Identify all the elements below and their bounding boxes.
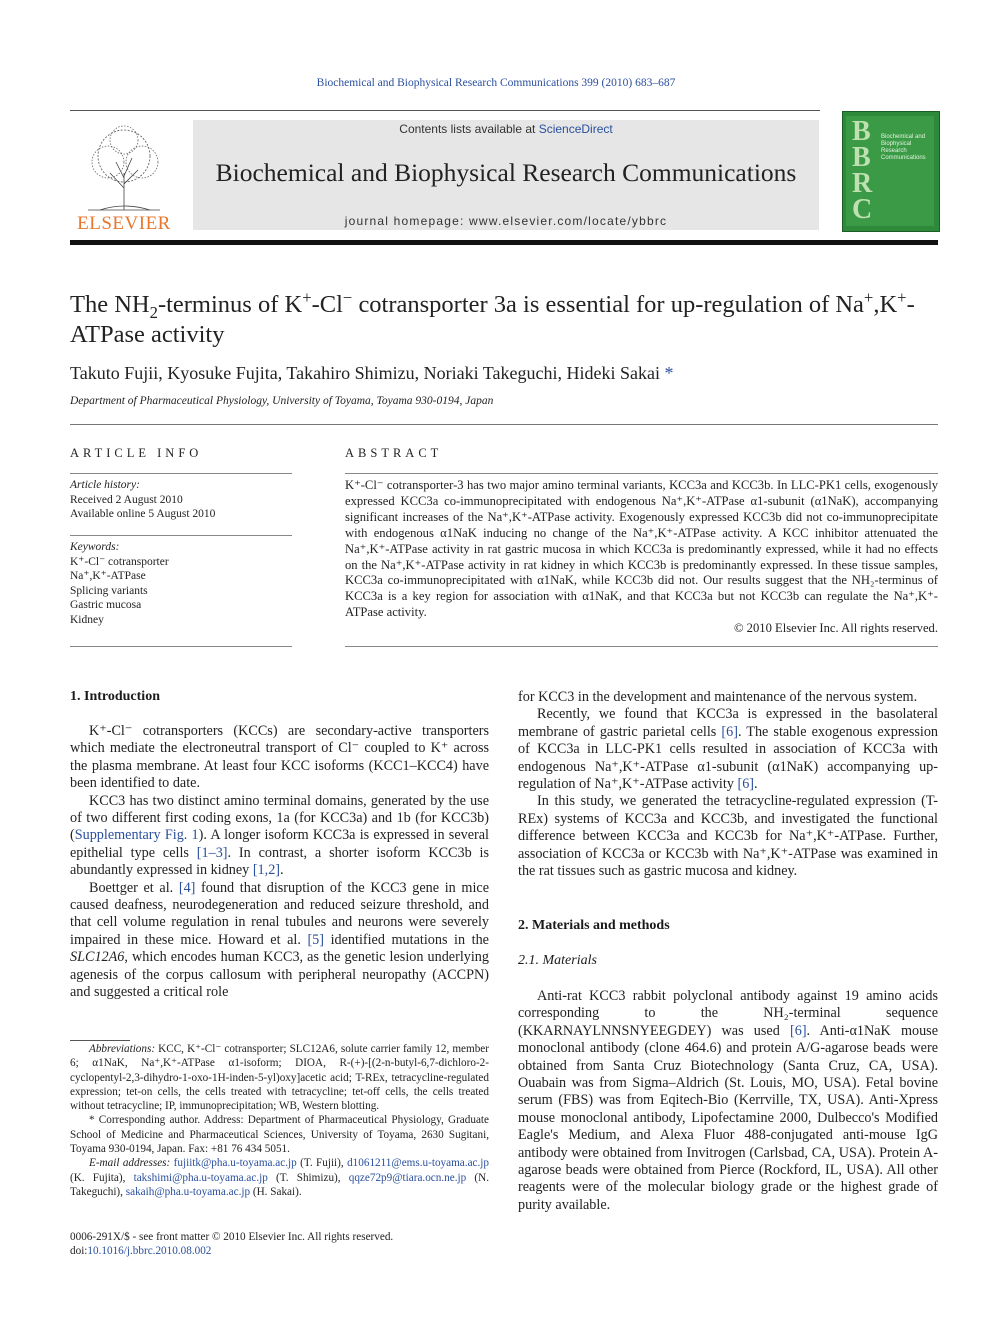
cover-letter: B [852,116,871,147]
footnotes [70,1042,489,1199]
abstract-rule [345,646,938,647]
keyword: K⁺-Cl⁻ cotransporter [70,555,169,568]
article-title: The $NH_2$-terminus of K+-Cl− cotransporter 3a is essential for up-regulation of Na+,K+-ATPase activity [70,287,915,348]
paragraph: K⁺-Cl⁻ cotransporters (KCCs) are secondary-active transporters which mediate the electroneutral transport of Cl⁻ coupled to K⁺ across the plasma membrane. At least four KCC isoforms (KCC1–KCC4) have been identified to date. [70,723,489,792]
reference-link[interactable]: [5] [307,931,324,948]
journal-title: Biochemical and Biophysical Research Communications [215,158,797,187]
authors: Takuto Fujii, Kyosuke Fujita, Takahiro Shimizu, Noriaki Takeguchi, Hideki Sakai [70,363,660,383]
front-matter-info [70,1230,393,1259]
reference-link[interactable]: [1,2] [252,862,281,879]
abstract [345,478,938,637]
keyword: Na⁺,K⁺-ATPase [70,570,146,583]
paragraph: Anti-rat KCC3 rabbit polyclonal antibody against 19 amino acids corresponding to the NH₂-terminal sequence (KKARNAYLNNSNYEEGDEY) was used [6]. Anti-α1NaK mouse monoclonal antibody (clone 464.6) and protein A/G-agarose beads were obtained from Santa Cruz Biotechnology (Santa Cruz, CA, USA). Ouabain was from Sigma–Aldrich (St. Louis, MO, USA). Fetal bovine serum (FBS) was from Eqitech-Bio (Kerrville, TX, USA). Anti-Xpress mouse monoclonal antibody, Lipofectamine 2000, Dulbecco's Modified Eagle's Medium, and Alexa Fluor 488-conjugated anti-mouse IgG antibody were obtained from Invitrogen (Carlsbad, CA, USA). Protein A-agarose beads were obtained from Pierce (Rockford, IL, USA). All other reagents were of the molecular biology grade or the highest grade of purity available. [518,988,938,1213]
cover-title: Biochemical and Biophysical Research Communications [881,134,926,161]
info-rule [70,473,292,474]
info-rule [70,646,292,647]
email-note: E-mail addresses: fujiitk@pha.u-toyama.ac.jp (T. Fujii), d1061211@ems.u-toyama.ac.jp (K. Fujita), takshimi@pha.u-toyama.ac.jp (T. Shimizu), qqze72p9@tiara.ocn.ne.jp (N. Takeguchi), sakaih@pha.u-toyama.ac.jp (H. Sakai). [70,1157,489,1198]
cover-panel [846,116,934,226]
right-column-top [518,689,938,880]
journal-homepage[interactable]: journal homepage: www.elsevier.com/locate/ybbrc [344,214,668,228]
abstract-heading: ABSTRACT [345,446,443,460]
reference-link[interactable]: [6] [721,723,738,740]
section-heading-introduction: 1. Introduction [70,689,160,704]
subsection-heading-materials: 2.1. Materials [518,953,597,968]
reference-link[interactable]: [6] [737,776,755,793]
header-rule [70,110,820,111]
section-heading-methods: 2. Materials and methods [518,918,670,933]
cover-letter: B [852,142,871,173]
article-info-heading: ARTICLE INFO [70,446,203,460]
contents-line [193,122,819,136]
corresponding-author-mark[interactable]: * [664,363,674,383]
history-label: Article history: [70,479,140,491]
keywords-label: Keywords: [70,541,120,553]
article-history [70,478,292,522]
cover-letter: R [852,168,873,199]
paragraph: KCC3 has two distinct amino terminal domains, generated by the use of two different first coding exons, 1a (for KCC3a) and 1b (for KCC3b) (Supplementary Fig. 1). A longer isoform KCC3a is expressed in several epithelial type cells [1–3]. In contrast, a shorter isoform KCC3b is abundantly expressed in kidney [1,2]. [70,792,489,879]
abstract-rule [345,473,938,474]
reference-link[interactable]: [1–3] [196,844,228,861]
email-link[interactable]: fujiitk@pha.u-toyama.ac.jp [173,1157,297,1170]
abstract-text: K⁺-Cl⁻ cotransporter-3 has two major amino terminal variants, KCC3a and KCC3b. In LLC-PK1 cells, exogenously expressed KCC3a co-immunoprecipitated with endogenous Na⁺,K⁺-ATPase α1-subunit (α1NaK), accompanying significant increases of the Na⁺,K⁺-ATPase activity. Exogenously expressed KCC3b did not co-immunoprecipitate with endogenous α1NaK inducing no change of the Na⁺,K⁺-ATPase activity. A KCC inhibitor attenuated the Na⁺,K⁺-ATPase activity in rat gastric mucosa in which KCC3a is predominantly expressed, while it had no effects on the Na⁺,K⁺-ATPase activity in rat kidney in which KCC3b is predominantly expressed. In these tissue samples, KCC3a co-immunoprecipitated with α1NaK, while KCC3b did not. Our results suggest that the NH₂-terminus of KCC3a is a key region for association with α1NaK, and that KCC3a but not KCC3b can regulate the Na⁺,K⁺-ATPase activity. [345,478,938,620]
issn-line: 0006-291X/$ - see front matter © 2010 Elsevier Inc. All rights reserved. [70,1231,394,1243]
left-column [70,723,489,1002]
paragraph: Boettger et al. [4] found that disruption of the KCC3 gene in mice caused deafness, neurodegeneration and reduced seizure threshold, and that cell volume regulation in renal tubules and neurons were severely impaired in these mice. Howard et al. [5] identified mutations in the SLC12A6, which encodes human KCC3, as the genetic lesion underlying agenesis of the corpus callosum with peripheral neuropathy (ACCPN) and suggested a critical role [70,879,489,1001]
journal-cover-thumbnail[interactable] [842,111,940,232]
email-link[interactable]: qqze72p9@tiara.ocn.ne.jp [348,1171,467,1184]
paragraph: In this study, we generated the tetracycline-regulated expression (T-REx) systems of KCC3a and KCC3b, and investigated the functional difference between KCC3a and KCC3b for Na⁺,K⁺-ATPase. Further, association of KCC3a or KCC3b with Na⁺,K⁺-ATPase was examined in the rat tissues such as gastric mucosa and kidney. [518,793,938,880]
journal-citation[interactable]: Biochemical and Biophysical Research Communications 399 (2010) 683–687 [316,77,676,89]
paragraph: Recently, we found that KCC3a is expressed in the basolateral membrane of gastric parietal cells [6]. The stable exogenous expression of KCC3a in LLC-PK1 cells resulted in association of KCC3a with endogenous Na⁺,K⁺-ATPase α1-subunit (α1NaK) accompanying up-regulation of Na⁺,K⁺-ATPase activity [6]. [518,706,939,793]
email-link[interactable]: sakaih@pha.u-toyama.ac.jp [125,1185,251,1198]
email-link[interactable]: takshimi@pha.u-toyama.ac.jp [133,1171,268,1184]
keyword: Splicing variants [70,584,148,597]
reference-link[interactable]: [6] [790,1022,807,1039]
affiliation: Department of Pharmaceutical Physiology, University of Toyama, Toyama 930-0194, Japan [70,395,494,407]
info-rule [70,535,292,536]
corresponding-author-note: * Corresponding author. Address: Department of Pharmaceutical Physiology, Graduate School of Medicine and Pharmaceutical Sciences, University of Toyama, 2630 Sugitani, Toyama 930-0194, Japan. Fax: +81 76 434 5051. [70,1114,489,1156]
keywords [70,540,292,628]
keyword: Gastric mucosa [70,599,142,612]
contents-prefix: Contents lists available at [399,122,539,136]
reference-link[interactable]: [4] [178,879,196,896]
copyright: © 2010 Elsevier Inc. All rights reserved. [733,621,938,636]
right-column-materials [518,988,938,1214]
footnote-rule [70,1040,130,1041]
sciencedirect-link[interactable]: ScienceDirect [538,122,613,136]
supplementary-figure-link[interactable]: Supplementary Fig. 1 [74,827,199,844]
cover-letter: C [852,194,873,225]
abbreviations-note: Abbreviations: KCC, K⁺-Cl⁻ cotransporter; SLC12A6, solute carrier family 12, member 6; α1NaK, Na⁺,K⁺-ATPase α1-isoform; DIOA, R-(+)-[(2-n-butyl-6,7-dichloro-2-cyclopentyl-2,3-dihydro-1-oxo-1H-inden-5-yl)oxy]acetic acid; T-REx, tetracycline-regulated expression; tet-on cells, the cells treated with tetracycline; tet-off cells, the cells treated without tetracycline; IP, immunoprecipitation; WB, Western blotting. [70,1043,489,1113]
author-list [70,363,938,384]
doi-line: doi:10.1016/j.bbrc.2010.08.002 [70,1245,212,1258]
online-date: Available online 5 August 2010 [70,508,216,521]
keyword: Kidney [70,613,104,626]
received-date: Received 2 August 2010 [70,493,183,506]
paragraph: for KCC3 in the development and maintenance of the nervous system. [518,689,918,705]
elsevier-wordmark: ELSEVIER [77,213,171,234]
doi-link[interactable]: 10.1016/j.bbrc.2010.08.002 [87,1245,212,1258]
title-rule [70,424,938,425]
masthead-rule [70,240,938,245]
email-link[interactable]: d1061211@ems.u-toyama.ac.jp [347,1157,489,1170]
